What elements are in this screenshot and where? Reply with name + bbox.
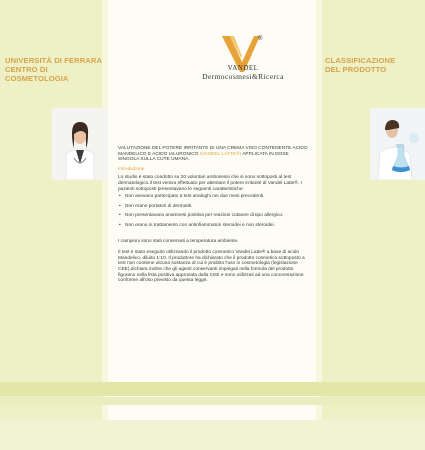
headline-part2: APPLICATA IN DOSE SINGOLA SULLA CUTE UMANA.	[118, 151, 289, 163]
headline-product: (VANDEL LATTE®)	[199, 151, 242, 157]
university-label	[5, 56, 105, 83]
intro-title: Introduzione	[118, 166, 145, 172]
classification-line1: CLASSIFICAZIONE	[325, 56, 396, 65]
footer-band-2	[0, 397, 425, 405]
document-headline	[118, 146, 308, 163]
brand-block	[198, 64, 288, 81]
brand-name: VANDEL	[227, 64, 259, 72]
criteria-list	[118, 194, 308, 228]
headline-part1: VALUTAZIONE DEL POTERE IRRITANTE DI UNA CREMA VISO CONTENENTE ACIDO MANDELICO E ACIDO IALURONICO	[118, 146, 308, 157]
brand-tagline: Dermocosmesi&Ricerca	[202, 72, 284, 81]
university-line1: UNIVERSITÀ DI FERRARA	[5, 56, 103, 65]
list-item: • Non erano portatori di dermatiti.	[124, 204, 308, 210]
classification-line2: DEL PRODOTTO	[325, 65, 387, 74]
storage-text: I campioni sono stati conservati a temperatura ambiente.	[118, 238, 239, 244]
intro-text: Lo studio è stato condotto su 20 volontari ambosessi che si sono sottoposti al test dermatologico.Il test veniva effettuato per attestare il potere irritante di Vandel Latte®. I pazienti sottoposti presentavano le seguenti caratteristiche:	[118, 175, 302, 192]
lab-photo	[370, 108, 425, 180]
svg-text:®: ®	[258, 36, 263, 42]
doctor-photo	[52, 108, 108, 180]
list-item: • Non presentavano anamnesi positiva per reazioni cutanee di tipo allergico.	[124, 213, 308, 219]
footer-band-3	[0, 420, 425, 450]
list-item: • Non erano in trattamento con antinfiammatori steroidei e non steroidei.	[124, 223, 308, 229]
classification-label	[325, 56, 421, 74]
document-body	[118, 146, 308, 284]
footer-band	[0, 382, 425, 396]
final-paragraph: Il test è stato eseguito utilizzando il prodotto cosmetico Vandel Latte® a base di acido Mandelico, diluito 1:10. Il produttore ha dichiarato che il prodotto cosmetico sottoposto a test non contiene alcuna sostanza di cui è proibito l'uso in cosmetologia (legislazione CEE),dichiara inoltre che gli agenti conservanti impiegati nella formula del prodotto figurano nella lista positiva approvata dalla CEE e sono utilizzati ad una concentrazione conforme all'uso previsto da questa legge.	[118, 250, 305, 284]
list-item: • Non avevano partecipato a test analoghi nei due mesi precedenti.	[124, 194, 308, 200]
university-line2: CENTRO DI COSMETOLOGIA	[5, 65, 69, 83]
